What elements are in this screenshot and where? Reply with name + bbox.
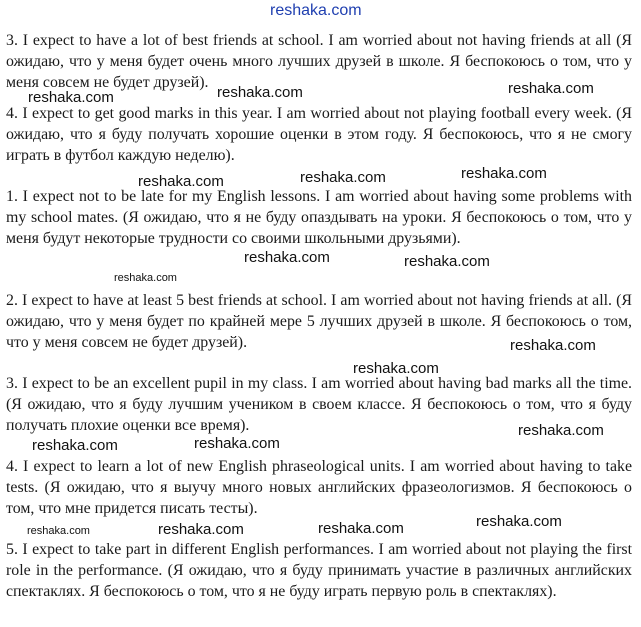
watermark: reshaka.com bbox=[300, 169, 386, 186]
watermark: reshaka.com bbox=[244, 249, 330, 266]
watermark: reshaka.com bbox=[194, 435, 280, 452]
paragraph-1: 3. I expect to have a lot of best friends at school. I am worried about not having friends at all (Я ожидаю, что у меня будет очень много лучших друзей в школе. Я беспокоюсь о том, что у меня совсем не будет друзей). bbox=[6, 32, 632, 91]
paragraph-6: 4. I expect to learn a lot of new English phraseological units. I am worried about having to take tests. (Я ожидаю, что я выучу много новых английских фразеологизмов. Я беспокоюсь о том, что мне придется писать тесты). bbox=[6, 458, 632, 517]
watermark: reshaka.com bbox=[28, 89, 114, 106]
watermark: reshaka.com bbox=[404, 253, 490, 270]
watermark: reshaka.com bbox=[508, 80, 594, 97]
watermark: reshaka.com bbox=[270, 2, 362, 19]
watermark: reshaka.com bbox=[27, 525, 90, 537]
watermark: reshaka.com bbox=[138, 173, 224, 190]
paragraph-7: 5. I expect to take part in different English performances. I am worried about not playing the first role in the performance. (Я ожидаю, что я буду принимать участие в различных английских спектаклях. Я беспокоюсь о том, что я не буду играть первую роль в спектаклях). bbox=[6, 541, 632, 600]
watermark: reshaka.com bbox=[461, 165, 547, 182]
watermark: reshaka.com bbox=[510, 337, 596, 354]
paragraph-5: 3. I expect to be an excellent pupil in my class. I am worried about having bad marks all the time. (Я ожидаю, что я буду лучшим учеником в своем классе. Я беспокоюсь о том, что я буду получать плохие оценки все время). bbox=[6, 375, 632, 434]
watermark: reshaka.com bbox=[217, 84, 303, 101]
watermark: reshaka.com bbox=[114, 272, 177, 284]
watermark: reshaka.com bbox=[32, 437, 118, 454]
watermark: reshaka.com bbox=[158, 521, 244, 538]
watermark: reshaka.com bbox=[518, 422, 604, 439]
paragraph-4: 2. I expect to have at least 5 best friends at school. I am worried about not having friends at all. (Я ожидаю, что у меня будет по крайней мере 5 лучших друзей в школе. Я беспокоюсь о том, что у меня совсем не будет друзей). bbox=[6, 292, 632, 351]
watermark: reshaka.com bbox=[318, 520, 404, 537]
paragraph-2: 4. I expect to get good marks in this year. I am worried about not playing football every week. (Я ожидаю, что я буду получать хорошие оценки в этом году. Я беспокоюсь, что я не смогу играть в футбол каждую неделю). bbox=[6, 105, 632, 164]
watermark: reshaka.com bbox=[353, 360, 439, 377]
paragraph-3: 1. I expect not to be late for my English lessons. I am worried about having some problems with my school mates. (Я ожидаю, что я не буду опаздывать на уроки. Я беспокоюсь о том, что у меня будут некоторые трудности со своими школьными друзьями). bbox=[6, 188, 632, 247]
watermark: reshaka.com bbox=[476, 513, 562, 530]
